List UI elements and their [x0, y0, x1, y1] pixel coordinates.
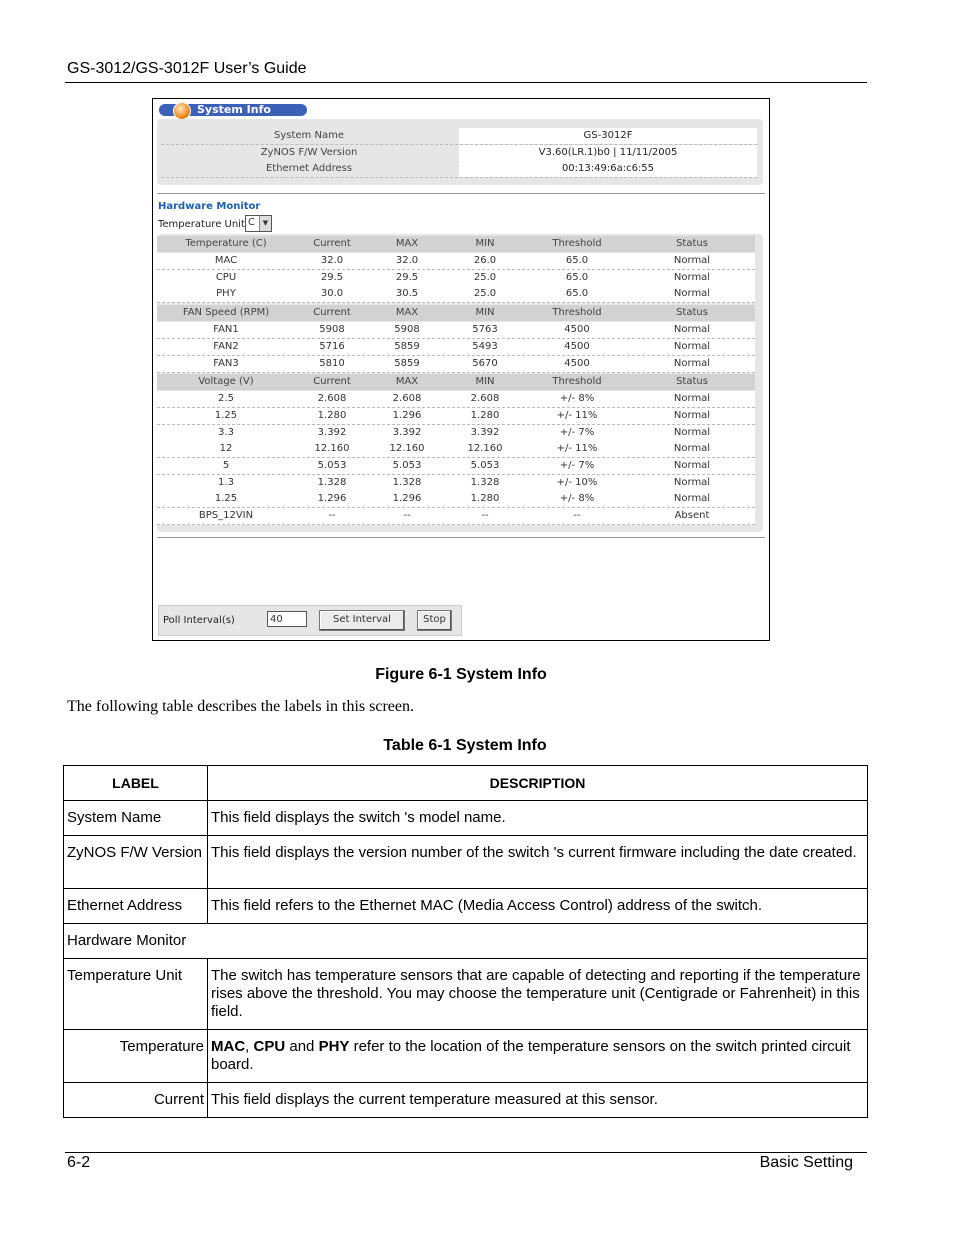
set-interval-button[interactable]: Set Interval [319, 610, 405, 631]
cell: 2.608 [392, 393, 422, 405]
info-value: V3.60(LR.1)b0 | 11/11/2005 [459, 145, 757, 161]
description-rest: refer to the location of the temperature sensors on the switch printed circuit board. [211, 1038, 851, 1073]
row-description: This field displays the current temperature measured at this sensor. [208, 1083, 868, 1118]
column-header: Threshold [552, 307, 602, 319]
table-row [64, 836, 868, 889]
fan-row [157, 339, 755, 356]
cell: 2.5 [218, 393, 234, 405]
row-section-label: Hardware Monitor [64, 924, 868, 959]
cell: 5859 [394, 357, 420, 369]
info-label: ZyNOS F/W Version [161, 145, 457, 161]
cell: 5716 [319, 340, 345, 352]
cell: +/- 10% [556, 476, 598, 488]
row-description: This field refers to the Ethernet MAC (Media Access Control) address of the switch. [208, 889, 868, 924]
cell: -- [573, 510, 581, 522]
cell: 4500 [564, 357, 590, 369]
cell: CPU [215, 271, 237, 283]
bold-term: CPU [253, 1038, 286, 1055]
table-header-row [64, 766, 868, 801]
temperature-unit-label: Temperature Unit [158, 219, 245, 230]
cell: 12.160 [467, 443, 503, 455]
cell: 3.392 [392, 426, 422, 438]
cell: 5908 [394, 324, 420, 336]
column-header: MAX [395, 376, 419, 388]
table-row [64, 1083, 868, 1118]
temperature-row [157, 253, 755, 270]
cell: 5.053 [470, 460, 500, 471]
cell: 1.296 [317, 493, 347, 505]
cell: Normal [673, 409, 711, 421]
fan-row [157, 356, 755, 373]
voltage-row [157, 441, 755, 458]
voltage-row [157, 491, 755, 508]
system-info-screenshot [152, 98, 770, 641]
cell: 65.0 [565, 271, 589, 283]
row-description: This field displays the switch 's model name. [208, 801, 868, 836]
row-label: Ethernet Address [64, 889, 208, 924]
description-table [63, 765, 868, 1118]
cell: 29.5 [395, 271, 419, 283]
cell: 5763 [472, 324, 498, 336]
column-header: Status [676, 307, 708, 319]
temperature-unit-select[interactable] [245, 215, 272, 232]
cell: 1.25 [214, 493, 238, 505]
cell: 29.5 [320, 271, 344, 283]
temperature-row [157, 270, 755, 287]
cell: 5.053 [392, 460, 422, 471]
cell: 5859 [394, 340, 420, 352]
cell: 65.0 [565, 288, 589, 300]
cell: 32.0 [320, 255, 344, 266]
poll-interval-input[interactable]: 40 [267, 611, 307, 627]
table-caption: Table 6-1 System Info [383, 737, 547, 754]
cell: 5908 [319, 324, 345, 336]
figure-caption: Figure 6-1 System Info [375, 666, 547, 683]
row-label: System Name [64, 801, 208, 836]
column-header: Voltage (V) [198, 376, 254, 388]
chevron-down-icon[interactable]: ▼ [259, 216, 271, 231]
section-name: Basic Setting [759, 1154, 853, 1171]
column-header: MAX [395, 307, 419, 319]
cell: FAN1 [213, 324, 239, 336]
column-header: Threshold [552, 238, 602, 249]
row-description: The switch has temperature sensors that are capable of detecting and reporting if the temperature rises above the threshold. You may choose the temperature unit (Centigrade or Fahrenheit) in this field. [208, 959, 868, 1030]
cell: 1.328 [317, 476, 347, 488]
cell: PHY [216, 288, 236, 300]
info-value: GS-3012F [459, 128, 757, 144]
doc-header: GS-3012/GS-3012F User’s Guide [67, 60, 307, 77]
cell: Normal [673, 255, 711, 266]
cell: 1.328 [470, 476, 500, 488]
table-row [64, 959, 868, 1030]
separator [157, 193, 765, 194]
cell: Normal [673, 340, 711, 352]
bold-term: MAC [211, 1038, 246, 1055]
cell: Normal [673, 476, 711, 488]
cell: 30.0 [320, 288, 344, 300]
cell: +/- 11% [556, 409, 598, 421]
stop-button[interactable]: Stop [417, 610, 452, 631]
cell: Normal [673, 357, 711, 369]
cell: Normal [673, 271, 711, 283]
cell: 1.296 [392, 493, 422, 505]
cell: 3.392 [470, 426, 500, 438]
row-label: Temperature [64, 1030, 208, 1083]
column-header: Current [313, 307, 351, 319]
column-header: Threshold [552, 376, 602, 388]
info-label: Ethernet Address [161, 161, 457, 177]
row-description: This field displays the version number of the switch 's current firmware including the date created. [208, 836, 868, 889]
cell: 25.0 [473, 271, 497, 283]
column-header: MIN [475, 307, 495, 319]
header-description: DESCRIPTION [208, 766, 868, 801]
cell: FAN3 [213, 357, 239, 369]
voltage-row [157, 408, 755, 425]
cell: BPS_12VIN [198, 510, 254, 522]
bold-term: PHY [318, 1038, 350, 1055]
cell: 4500 [564, 324, 590, 336]
column-header: Status [676, 376, 708, 388]
column-header: Current [313, 238, 351, 249]
cell: Normal [673, 288, 711, 300]
table-row [64, 924, 868, 959]
cell: 1.25 [214, 409, 238, 421]
column-header: FAN Speed (RPM) [182, 307, 270, 319]
separator-text: and [285, 1038, 319, 1055]
cell: 1.296 [392, 409, 422, 421]
voltage-row [157, 508, 755, 525]
cell: 2.608 [470, 393, 500, 405]
cell: FAN2 [213, 340, 239, 352]
column-header: Temperature (C) [185, 238, 267, 249]
voltage-row [157, 391, 755, 408]
cell: Normal [673, 493, 711, 505]
cell: 1.280 [470, 409, 500, 421]
cell: MAC [214, 255, 238, 266]
cell: 1.3 [218, 476, 234, 488]
cell: Absent [674, 510, 710, 522]
cell: Normal [673, 443, 711, 455]
cell: 3.3 [218, 426, 234, 438]
info-row-system-name [161, 128, 757, 145]
separator-text: , [245, 1038, 254, 1055]
temperature-unit-value: C [248, 217, 255, 228]
fan-row [157, 322, 755, 339]
cell: 3.392 [317, 426, 347, 438]
hardware-monitor-title: Hardware Monitor [158, 201, 261, 212]
voltage-row [157, 458, 755, 475]
cell: 4500 [564, 340, 590, 352]
table-row [64, 889, 868, 924]
cell: 5 [222, 460, 230, 471]
cell: 32.0 [395, 255, 419, 266]
cell: -- [328, 510, 336, 522]
cell: -- [481, 510, 489, 522]
voltage-row [157, 425, 755, 442]
info-row-firmware [161, 145, 757, 162]
temperature-header-row [157, 236, 755, 252]
cell: -- [403, 510, 411, 522]
row-label: Current [64, 1083, 208, 1118]
cell: Normal [673, 324, 711, 336]
title-orb-icon [173, 102, 191, 120]
cell: 5810 [319, 357, 345, 369]
column-header: Current [313, 376, 351, 388]
column-header: Status [676, 238, 708, 249]
intro-text: The following table describes the labels in this screen. [67, 698, 415, 715]
cell: 5493 [472, 340, 498, 352]
poll-interval-label: Poll Interval(s) [163, 615, 235, 626]
cell: 26.0 [473, 255, 497, 266]
cell: Normal [673, 393, 711, 405]
cell: 12 [219, 443, 233, 455]
cell: 5.053 [317, 460, 347, 471]
cell: +/- 7% [559, 460, 595, 471]
cell: +/- 8% [559, 393, 595, 405]
header-label: LABEL [64, 766, 208, 801]
column-header: MAX [395, 238, 419, 249]
cell: 65.0 [565, 255, 589, 266]
screen-title: System Info [197, 103, 271, 116]
info-value: 00:13:49:6a:c6:55 [459, 161, 757, 177]
cell: 5670 [472, 357, 498, 369]
fan-header-row [157, 305, 755, 321]
cell: 2.608 [317, 393, 347, 405]
voltage-header-row [157, 374, 755, 390]
cell: +/- 8% [559, 493, 595, 505]
cell: +/- 11% [556, 443, 598, 455]
cell: 12.160 [389, 443, 425, 455]
page-number: 6-2 [67, 1154, 91, 1171]
info-row-ethernet [161, 161, 757, 178]
cell: 1.280 [317, 409, 347, 421]
cell: 12.160 [314, 443, 350, 455]
voltage-row [157, 475, 755, 492]
row-description [208, 1030, 868, 1083]
cell: +/- 7% [559, 426, 595, 438]
table-row [64, 801, 868, 836]
title-bar [159, 104, 307, 116]
info-label: System Name [161, 128, 457, 144]
cell: 1.280 [470, 493, 500, 505]
column-header: MIN [475, 376, 495, 388]
poll-bar [158, 605, 462, 636]
temperature-row [157, 286, 755, 303]
separator [157, 537, 765, 538]
cell: 30.5 [395, 288, 419, 300]
table-row [64, 1030, 868, 1083]
cell: 25.0 [473, 288, 497, 300]
cell: Normal [673, 426, 711, 438]
footer-rule [65, 1152, 867, 1153]
row-label: ZyNOS F/W Version [64, 836, 208, 889]
cell: Normal [673, 460, 711, 471]
row-label: Temperature Unit [64, 959, 208, 1030]
cell: 1.328 [392, 476, 422, 488]
header-rule [65, 82, 867, 83]
column-header: MIN [475, 238, 495, 249]
